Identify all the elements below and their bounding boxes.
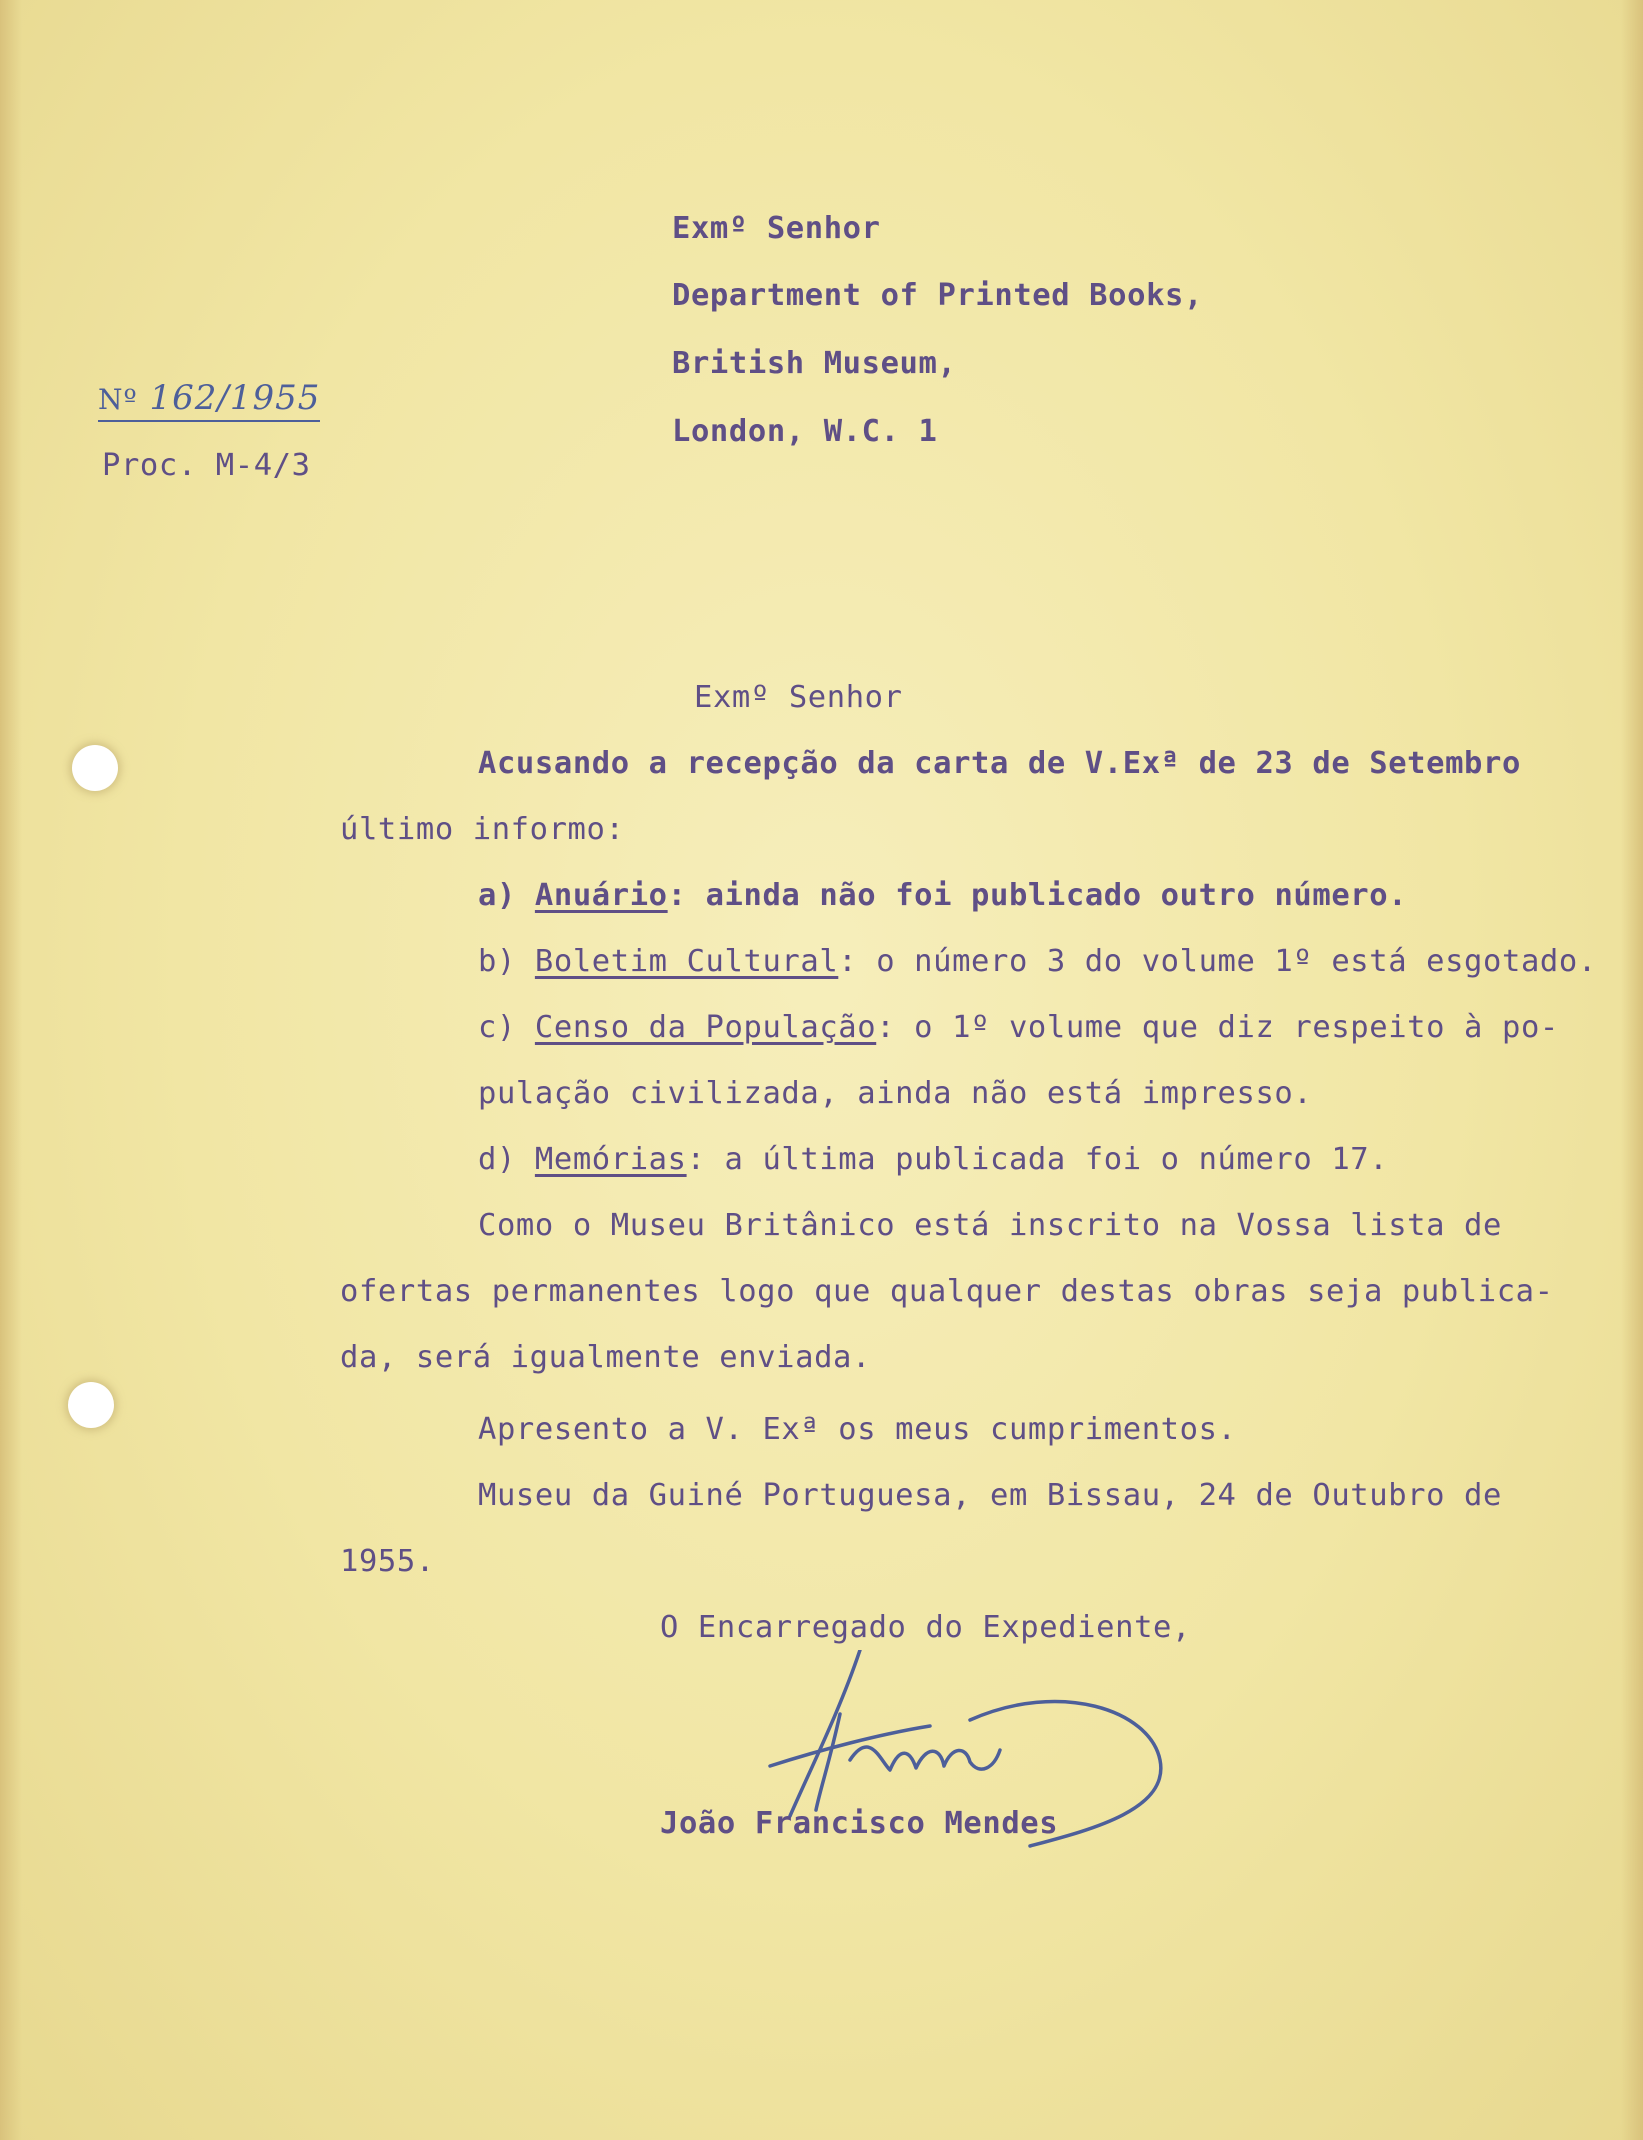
paper-edge-right [1621, 0, 1643, 2140]
reference-number-handwritten: 162/1955 [149, 378, 321, 418]
item-prefix: a) [478, 878, 535, 913]
addressee-institution: British Museum, [672, 346, 957, 381]
punch-hole-top [72, 745, 118, 791]
process-reference: Proc. M-4/3 [102, 448, 311, 483]
signatory-name: João Francisco Mendes [660, 1806, 1059, 1841]
signatory-role: O Encarregado do Expediente, [660, 1610, 1191, 1645]
item-text: : ainda não foi publicado outro número. [667, 878, 1408, 913]
item-title: Boletim Cultural [534, 944, 839, 979]
item-text: : o 1º volume que diz respeito à po- [876, 1010, 1559, 1045]
addressee-city: London, W.C. 1 [672, 414, 938, 449]
punch-hole-bottom [68, 1382, 114, 1428]
reference-number [98, 378, 320, 422]
opening-line-1: Acusando a recepção da carta de V.Exª de 23 de Setembro [478, 746, 1521, 781]
item-text: : a última publicada foi o número 17. [686, 1142, 1389, 1177]
opening-line-2: último informo: [340, 812, 625, 847]
paragraph-2-line-2: ofertas permanentes logo que qualquer destas obras seja publica- [340, 1274, 1554, 1309]
item-title: Anuário [534, 878, 668, 913]
closing-line: Apresento a V. Exª os meus cumprimentos. [478, 1412, 1237, 1447]
salutation: Exmº Senhor [694, 680, 903, 715]
item-prefix: b) [478, 944, 535, 979]
place-date-line-1: Museu da Guiné Portuguesa, em Bissau, 24 de Outubro de [478, 1478, 1502, 1513]
item-anuario [478, 878, 1407, 914]
paper-edge-left [0, 0, 22, 2140]
item-title: Memórias [534, 1142, 687, 1177]
item-prefix: d) [478, 1142, 535, 1177]
place-date-line-2: 1955. [340, 1544, 435, 1579]
item-memorias [478, 1142, 1388, 1178]
paragraph-2-line-1: Como o Museu Britânico está inscrito na Vossa lista de [478, 1208, 1502, 1243]
paragraph-2-line-3: da, será igualmente enviada. [340, 1340, 871, 1375]
item-censo [478, 1010, 1559, 1046]
item-boletim [478, 944, 1597, 980]
item-title: Censo da População [534, 1010, 877, 1045]
item-censo-continued [478, 1076, 1312, 1112]
item-text: pulação civilizada, ainda não está impresso. [478, 1076, 1313, 1111]
item-prefix: c) [478, 1010, 535, 1045]
reference-number-prefix: Nº [98, 383, 138, 416]
addressee-department: Department of Printed Books, [672, 278, 1203, 313]
item-text: : o número 3 do volume 1º está esgotado. [838, 944, 1597, 979]
addressee-salutation: Exmº Senhor [672, 211, 881, 246]
